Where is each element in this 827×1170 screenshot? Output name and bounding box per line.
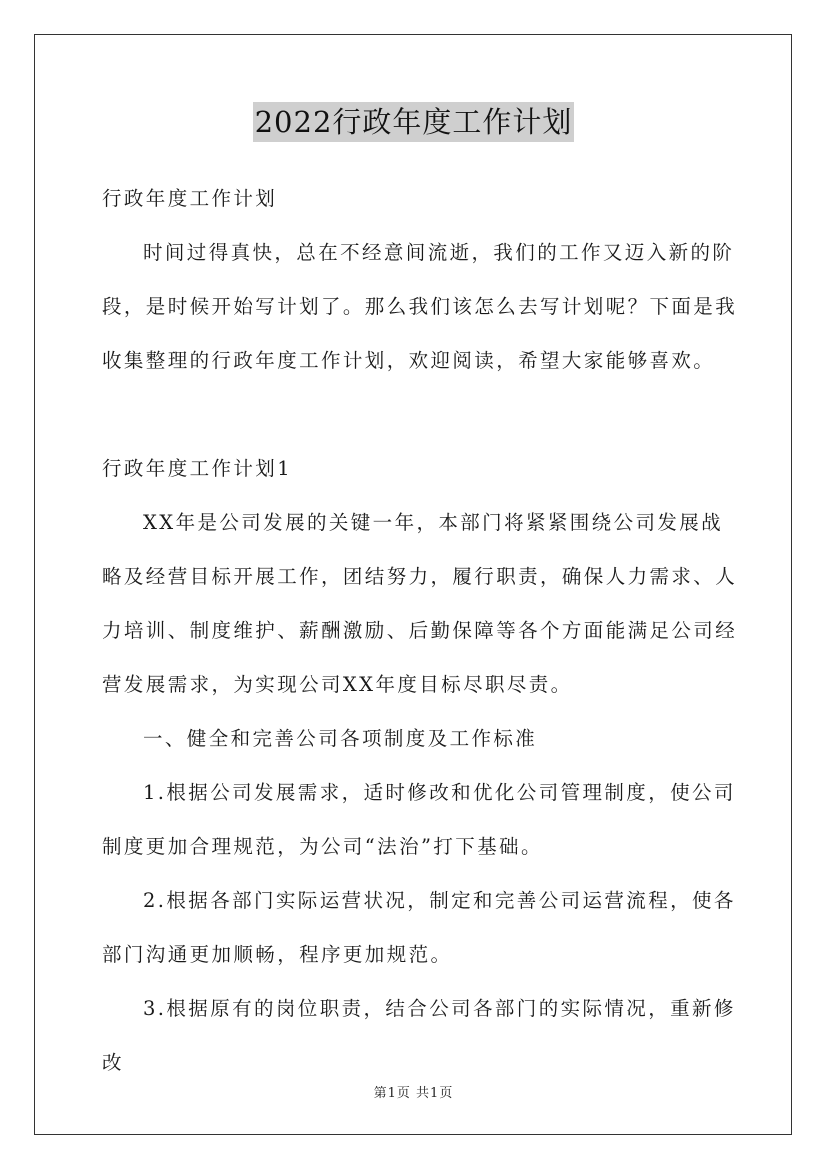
list-item-2: 2.根据各部门实际运营状况，制定和完善公司运营流程，使各部门沟通更加顺畅，程序更加规范。 xyxy=(102,889,736,966)
page-footer: 第1页 共1页 xyxy=(373,1086,454,1101)
document-title: 2022行政年度工作计划 xyxy=(253,102,575,142)
title-container xyxy=(0,102,827,142)
section-title: 一、健全和完善公司各项制度及工作标准 xyxy=(143,727,538,750)
list-item-3: 3.根据原有的岗位职责，结合公司各部门的实际情况，重新修改 xyxy=(102,997,736,1074)
list-item-1: 1.根据公司发展需求，适时修改和优化公司管理制度，使公司制度更加合理规范，为公司“法治”打下基础。 xyxy=(102,781,736,858)
document-body xyxy=(102,172,742,1090)
plan-heading: 行政年度工作计划1 xyxy=(102,457,293,480)
body-paragraph: XX年是公司发展的关键一年，本部门将紧紧围绕公司发展战略及经营目标开展工作，团结努力，履行职责，确保人力需求、人力培训、制度维护、薪酬激励、后勤保障等各个方面能满足公司经营发展需求，为实现公司XX年度目标尽职尽责。 xyxy=(102,511,738,696)
section-heading: 行政年度工作计划 xyxy=(102,187,278,210)
paragraph-spacer xyxy=(102,388,742,442)
intro-paragraph: 时间过得真快，总在不经意间流逝，我们的工作又迈入新的阶段，是时候开始写计划了。那么我们该怎么去写计划呢？下面是我收集整理的行政年度工作计划，欢迎阅读，希望大家能够喜欢。 xyxy=(102,241,738,372)
